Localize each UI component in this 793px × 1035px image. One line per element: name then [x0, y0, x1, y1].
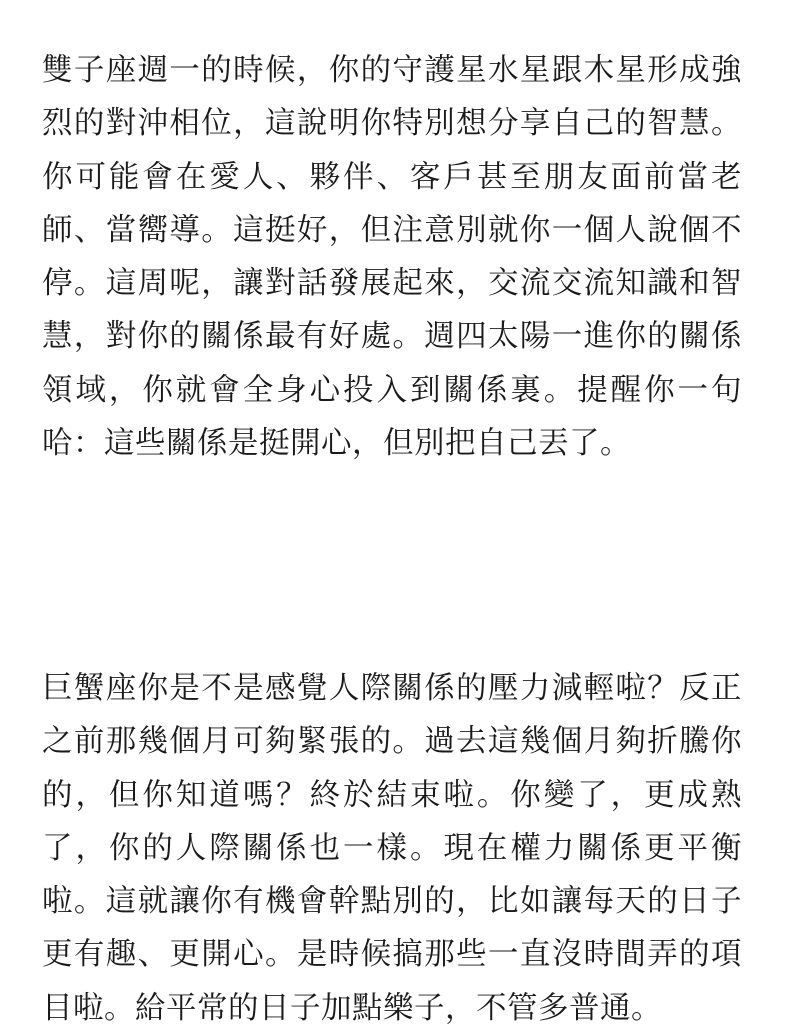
paragraph-cancer: 巨蟹座你是不是感覺人際關係的壓力減輕啦？反正之前那幾個月可夠緊張的。過去這幾個月夠折騰你的，但你知道嗎？終於結束啦。你變了，更成熟了，你的人際關係也一樣。現在權力關係更平衡啦。這就讓你有機會幹點別的，比如讓每天的日子更有趣、更開心。是時候搞那些一直沒時間弄的項目啦。給平常的日子加點樂子，不管多普通。 — [42, 671, 742, 1026]
paragraph-gemini: 雙子座週一的時候，你的守護星水星跟木星形成強烈的對沖相位，這說明你特別想分享自己的智慧。你可能會在愛人、夥伴、客戶甚至朋友面前當老師、當嚮導。這挺好，但注意別就你一個人說個不停。這周呢，讓對話發展起來，交流交流知識和智慧，對你的關係最有好處。週四太陽一進你的關係領域，你就會全身心投入到關係裏。提醒你一句哈：這些關係是挺開心，但別把自己丟了。 — [42, 53, 742, 462]
